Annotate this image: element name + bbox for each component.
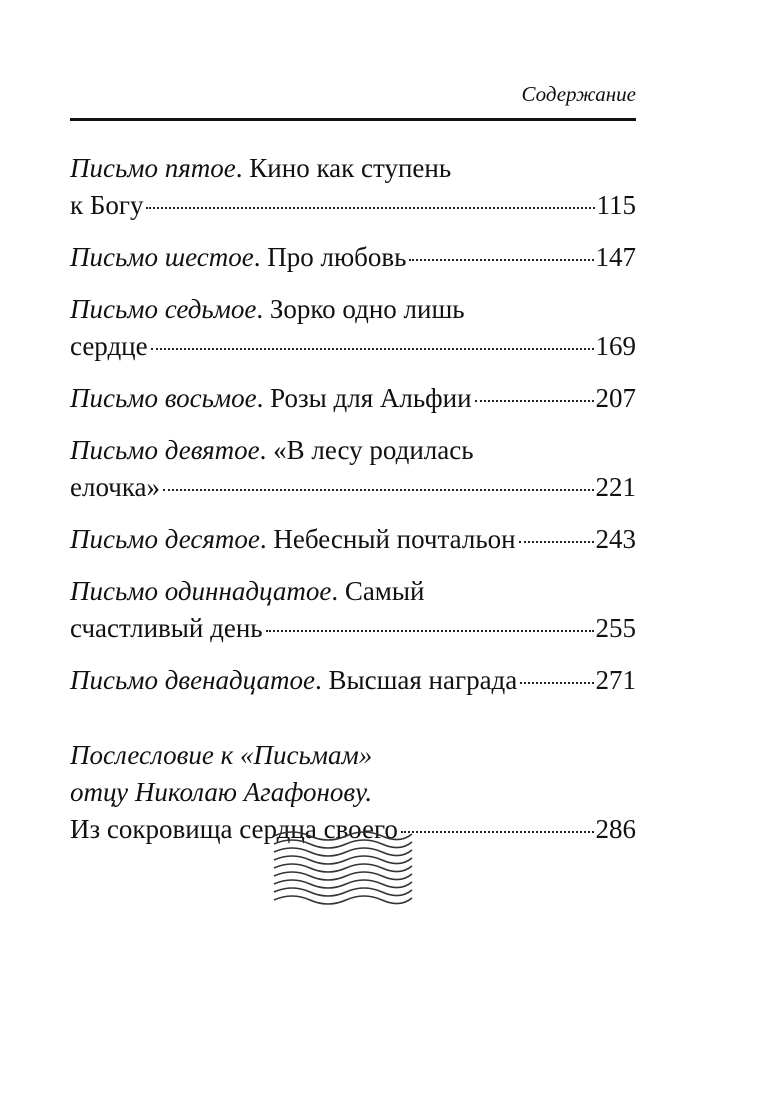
dot-leader	[475, 400, 594, 402]
toc-entry-title: . Зорко одно лишь	[256, 294, 465, 324]
toc-entry-label: Письмо восьмое	[70, 383, 257, 413]
toc-entry-title: . Розы для Альфии	[256, 383, 472, 413]
toc-entry-letter-7	[70, 291, 636, 365]
dot-leader	[163, 489, 593, 491]
wavy-lines-ornament-icon	[272, 826, 414, 906]
afterword-subtitle: Из сокровища сердца своего	[70, 814, 398, 844]
toc-entry-title-cont: счастливый день	[70, 613, 263, 643]
toc-entry-letter-6	[70, 239, 636, 276]
table-of-contents	[70, 150, 636, 863]
dot-leader	[409, 259, 593, 261]
afterword-title-line-2: отцу Николаю Агафонову.	[70, 777, 373, 807]
toc-entry-title-cont: к Богу	[70, 190, 144, 220]
toc-page-number: 207	[595, 383, 636, 413]
toc-entry-letter-10	[70, 521, 636, 558]
toc-entry-label: Письмо двенадцатое	[70, 665, 315, 695]
toc-entry-title: . Самый	[331, 576, 425, 606]
toc-page-number: 147	[595, 242, 636, 272]
toc-entry-label: Письмо десятое	[70, 524, 260, 554]
toc-entry-label: Письмо шестое	[70, 242, 254, 272]
toc-entry-title-cont: елочка»	[70, 472, 161, 502]
dot-leader	[146, 207, 594, 209]
toc-entry-letter-8	[70, 380, 636, 417]
toc-page-number: 221	[595, 472, 636, 502]
toc-entry-label: Письмо седьмое	[70, 294, 257, 324]
toc-page-number: 243	[595, 524, 636, 554]
toc-entry-title: . Кино как ступень	[235, 153, 452, 183]
toc-page-number: 271	[595, 665, 636, 695]
header-rule	[70, 118, 636, 121]
toc-entry-title: . Про любовь	[253, 242, 407, 272]
toc-entry-label: Письмо одиннадцатое	[70, 576, 332, 606]
toc-page-number: 115	[596, 190, 636, 220]
toc-entry-title: . Небесный почтальон	[259, 524, 516, 554]
toc-entry-label: Письмо девятое	[70, 435, 260, 465]
toc-page-number: 255	[595, 613, 636, 643]
toc-page-number: 286	[595, 814, 636, 844]
toc-entry-title: . Высшая награда	[314, 665, 518, 695]
toc-entry-letter-5	[70, 150, 636, 224]
toc-entry-letter-11	[70, 573, 636, 647]
toc-page-number: 169	[595, 331, 636, 361]
dot-leader	[519, 541, 594, 543]
dot-leader	[266, 630, 594, 632]
afterword-title-line-1: Послесловие к «Письмам»	[70, 740, 373, 770]
toc-entry-title-cont: сердце	[70, 331, 148, 361]
toc-entry-letter-12	[70, 662, 636, 699]
running-head-title: Содержание	[521, 82, 636, 106]
dot-leader	[401, 831, 594, 833]
dot-leader	[151, 348, 594, 350]
toc-entry-label: Письмо пятое	[70, 153, 236, 183]
toc-entry-letter-9	[70, 432, 636, 506]
toc-entry-title: . «В лесу родилась	[259, 435, 474, 465]
dot-leader	[520, 682, 593, 684]
